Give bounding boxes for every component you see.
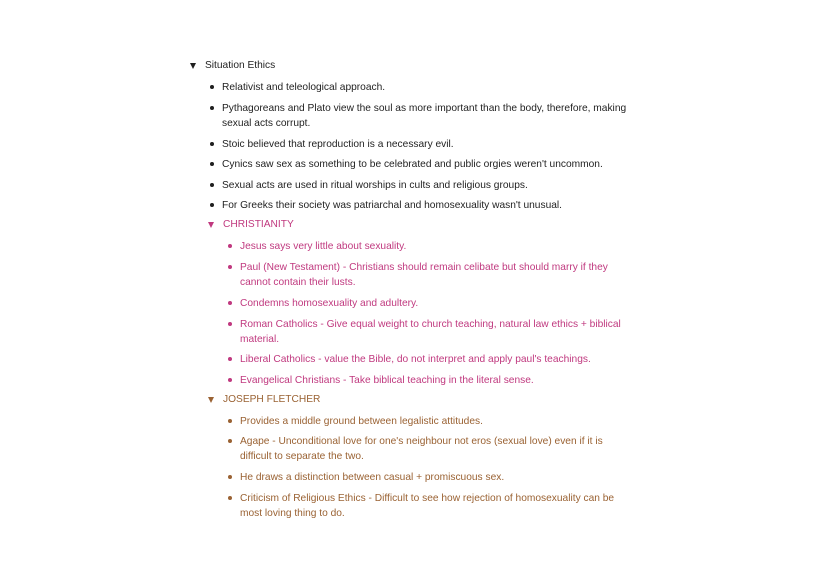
list-item: Roman Catholics - Give equal weight to church teaching, natural law ethics + biblical bbox=[240, 319, 621, 330]
list-item: Agape - Unconditional love for one's neighbour not eros (sexual love) even if it is bbox=[240, 436, 603, 447]
list-item: Jesus says very little about sexuality. bbox=[240, 241, 407, 252]
list-item: Evangelical Christians - Take biblical teaching in the literal sense. bbox=[240, 375, 534, 386]
bullet-icon bbox=[228, 322, 232, 326]
list-item: Pythagoreans and Plato view the soul as more important than the body, therefore, making bbox=[222, 103, 627, 114]
toggle-christianity[interactable] bbox=[208, 219, 294, 230]
toggle-title: Situation Ethics bbox=[205, 60, 276, 71]
list-item-continuation: material. bbox=[240, 334, 280, 345]
list-item-continuation: sexual acts corrupt. bbox=[222, 118, 311, 129]
list-item: Criticism of Religious Ethics - Difficult to see how rejection of homosexuality can be bbox=[240, 493, 615, 504]
list-item: He draws a distinction between casual + promiscuous sex. bbox=[240, 472, 505, 483]
list-item: Relativist and teleological approach. bbox=[222, 82, 386, 93]
bullet-icon bbox=[228, 475, 232, 479]
toggle-joseph-fletcher[interactable] bbox=[208, 394, 320, 405]
bullet-icon bbox=[228, 496, 232, 500]
triangle-down-icon[interactable] bbox=[208, 222, 214, 228]
toggle-situation-ethics[interactable] bbox=[190, 60, 275, 71]
triangle-down-icon[interactable] bbox=[190, 63, 196, 69]
bullet-icon bbox=[210, 183, 214, 187]
list-item: For Greeks their society was patriarchal and homosexuality wasn't unusual. bbox=[222, 200, 562, 211]
toggle-title: JOSEPH FLETCHER bbox=[223, 394, 321, 405]
bullet-icon bbox=[228, 301, 232, 305]
bullet-icon bbox=[228, 357, 232, 361]
bullet-icon bbox=[228, 244, 232, 248]
list-item: Cynics saw sex as something to be celebrated and public orgies weren't uncommon. bbox=[222, 159, 603, 170]
triangle-down-icon[interactable] bbox=[208, 397, 214, 403]
bullet-icon bbox=[210, 203, 214, 207]
bullet-icon bbox=[210, 106, 214, 110]
list-item: Paul (New Testament) - Christians should remain celibate but should marry if they bbox=[240, 262, 608, 273]
bullet-icon bbox=[210, 142, 214, 146]
bullet-icon bbox=[228, 419, 232, 423]
list-item-continuation: cannot contain their lusts. bbox=[240, 277, 356, 288]
bullet-icon bbox=[210, 162, 214, 166]
list-item: Provides a middle ground between legalistic attitudes. bbox=[240, 416, 483, 427]
list-item-continuation: difficult to separate the two. bbox=[240, 451, 364, 462]
bullet-icon bbox=[228, 265, 232, 269]
bullet-icon bbox=[228, 378, 232, 382]
list-item: Sexual acts are used in ritual worships in cults and religious groups. bbox=[222, 180, 528, 191]
list-item: Stoic believed that reproduction is a necessary evil. bbox=[222, 139, 454, 150]
list-item: Liberal Catholics - value the Bible, do not interpret and apply paul's teachings. bbox=[240, 354, 591, 365]
bullet-icon bbox=[228, 439, 232, 443]
bullet-icon bbox=[210, 85, 214, 89]
list-item: Condemns homosexuality and adultery. bbox=[240, 298, 419, 309]
list-item-continuation: most loving thing to do. bbox=[240, 508, 345, 519]
toggle-title: CHRISTIANITY bbox=[223, 219, 294, 230]
